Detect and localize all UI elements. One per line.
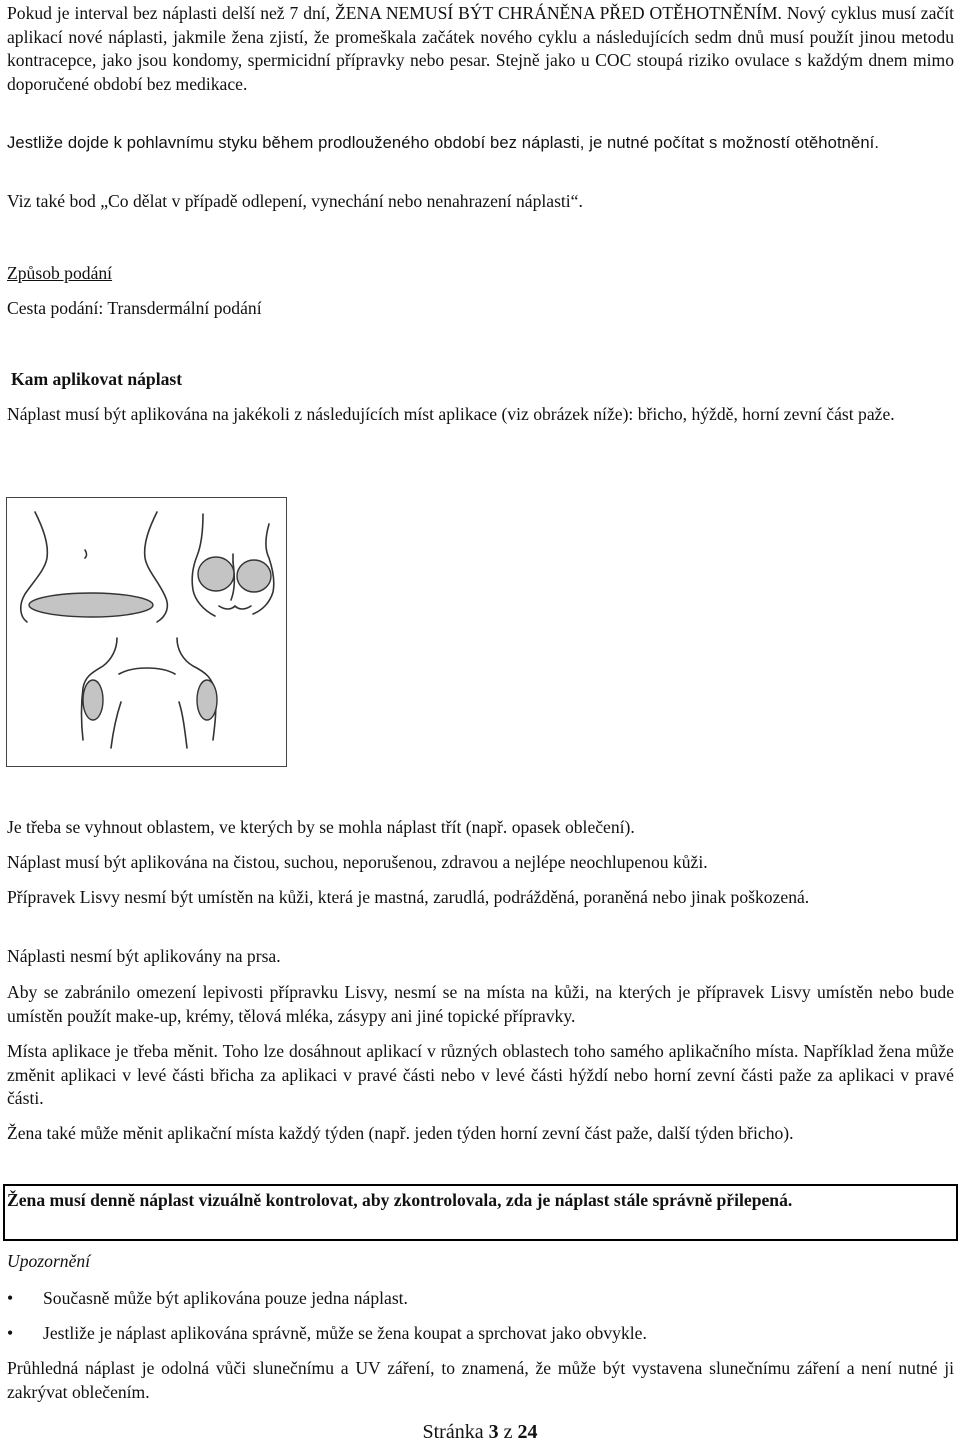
notice-heading: Upozornění	[7, 1251, 91, 1271]
avoid-rubbing-paragraph: Je třeba se vyhnout oblastem, ve kterých by se mohla náplast třít (např. opasek oblečení).	[7, 817, 635, 837]
footer-page-total: 24	[517, 1421, 538, 1443]
no-patch-interval-paragraph: Pokud je interval bez náplasti delší než 7 dní, ŽENA NEMUSÍ BÝT CHRÁNĚNA PŘED OTĚHOTNĚNÍM. Nový cyklus musí začít aplikací nové náplasti, jakmile žena zjistí, že promeškala začátek nového cyklu a následujících sedm dnů musí použít jinou metodu kontracepce, jako jsou kondomy, spermicidní přípravky nebo pesar. Stejně jako u COC stoupá riziko ovulace s každým dnem mimo doporučené období bez medikace.	[7, 3, 954, 94]
no-breasts-paragraph: Náplasti nesmí být aplikovány na prsa.	[7, 946, 281, 966]
placement-text: Náplast musí být aplikována na jakékoli z následujících míst aplikace (viz obrázek níže): břicho, hýždě, horní zevní část paže.	[7, 404, 895, 424]
buttocks-site	[192, 514, 274, 616]
application-sites-illustration	[7, 498, 286, 766]
notice-bullet-text: Současně může být aplikována pouze jedna náplast.	[43, 1288, 408, 1308]
application-sites-figure	[6, 497, 287, 767]
notice-bullet-text: Jestliže je náplast aplikována správně, může se žena koupat a sprchovat jako obvykle.	[43, 1323, 647, 1343]
administration-heading: Způsob podání	[7, 263, 113, 283]
weekly-change-paragraph: Žena také může měnit aplikační místa každý týden (např. jeden týden horní zevní část paže, další týden břicho).	[7, 1123, 794, 1143]
see-also-paragraph: Viz také bod „Co dělat v případě odlepení, vynechání nebo nenahrazení náplasti“.	[7, 191, 583, 211]
rotate-sites-paragraph: Místa aplikace je třeba měnit. Toho lze dosáhnout aplikací v různých oblastech toho samého aplikačního místa. Například žena může změnit aplikaci v levé části břicha za aplikaci v pravé části nebo v levé části hýždí nebo horní zevní části paže za aplikaci v pravé části.	[7, 1041, 954, 1108]
upper-arm-site	[82, 638, 218, 748]
uv-resistance-paragraph: Průhledná náplast je odolná vůči slunečnímu a UV záření, to znamená, že může být vystavena slunečnímu záření a není nutné ji zakrývat oblečením.	[7, 1358, 954, 1402]
placement-heading: Kam aplikovat náplast	[11, 369, 183, 389]
no-topical-products-paragraph: Aby se zabránilo omezení lepivosti přípravku Lisvy, nesmí se na místa na kůži, na kterých je přípravek Lisvy umístěn nebo bude umístěn použít make-up, krémy, tělová mléka, zásypy ani jiné topické přípravky.	[7, 982, 954, 1026]
page-footer	[0, 1419, 960, 1445]
administration-route: Cesta podání: Transdermální podání	[7, 298, 262, 318]
footer-prefix: Stránka	[422, 1421, 484, 1443]
footer-separator: z	[503, 1421, 513, 1443]
abdomen-site	[21, 512, 168, 622]
intercourse-paragraph: Jestliže dojde k pohlavnímu styku během prodlouženého období bez náplasti, je nutné počítat s možností otěhotnění.	[7, 133, 880, 152]
bullet-icon: •	[7, 1323, 14, 1343]
damaged-skin-paragraph: Přípravek Lisvy nesmí být umístěn na kůži, která je mastná, zarudlá, podrážděná, poraněná nebo jinak poškozená.	[7, 887, 810, 907]
clean-skin-paragraph: Náplast musí být aplikována na čistou, suchou, neporušenou, zdravou a nejlépe neochlupenou kůži.	[7, 852, 708, 872]
footer-page-number: 3	[488, 1421, 499, 1443]
daily-check-warning-box: Žena musí denně náplast vizuálně kontrolovat, aby zkontrolovala, zda je náplast stále správně přilepená.	[3, 1184, 958, 1241]
bullet-icon: •	[7, 1288, 14, 1308]
